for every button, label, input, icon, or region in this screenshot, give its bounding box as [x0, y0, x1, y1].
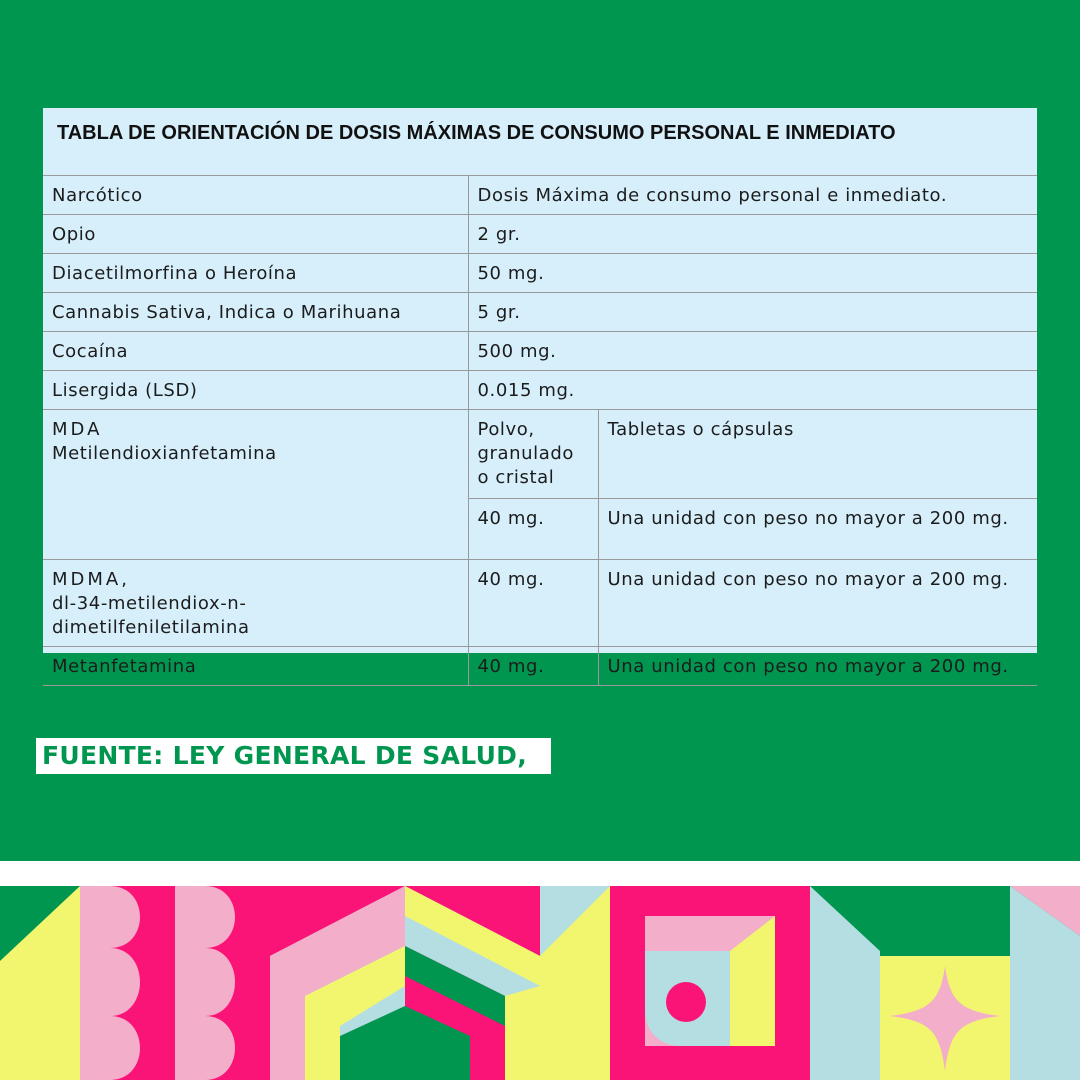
dose-cell-powder: 40 mg. [468, 499, 598, 560]
narcotic-cell: Lisergida (LSD) [43, 371, 468, 410]
dose-cell: 0.015 mg. [468, 371, 1037, 410]
narcotic-cell: Cocaína [43, 332, 468, 371]
table-row-mda [43, 410, 1037, 499]
dose-cell: 2 gr. [468, 215, 1037, 254]
narcotic-cell: Metanfetamina [43, 647, 468, 686]
decorative-geometric-pattern [0, 886, 1080, 1080]
header-dose: Dosis Máxima de consumo personal e inmediato. [468, 176, 1037, 215]
dose-cell: 5 gr. [468, 293, 1037, 332]
table-title: TABLA DE ORIENTACIÓN DE DOSIS MÁXIMAS DE CONSUMO PERSONAL E INMEDIATO [43, 108, 1037, 176]
subheader-tablets: Tabletas o cápsulas [598, 410, 1037, 499]
table-header-row [43, 176, 1037, 215]
dose-cell-powder: 40 mg. [468, 560, 598, 647]
mda-abbrev: MDA [52, 419, 103, 440]
dose-cell: 500 mg. [468, 332, 1037, 371]
dose-table-container [43, 108, 1037, 677]
table-row [43, 215, 1037, 254]
narcotic-cell-mda [43, 410, 468, 560]
header-narcotic: Narcótico [43, 176, 468, 215]
narcotic-cell: Diacetilmorfina o Heroína [43, 254, 468, 293]
dose-cell: 50 mg. [468, 254, 1037, 293]
table-row-metanfetamina [43, 647, 1037, 686]
dose-cell-tablets: Una unidad con peso no mayor a 200 mg. [598, 647, 1037, 686]
mda-fullname: Metilendioxianfetamina [52, 443, 277, 464]
table-row [43, 332, 1037, 371]
narcotic-cell: Opio [43, 215, 468, 254]
table-row [43, 254, 1037, 293]
narcotic-cell-mdma [43, 560, 468, 647]
mdma-abbrev: MDMA, [52, 569, 130, 590]
dose-cell-tablets: Una unidad con peso no mayor a 200 mg. [598, 560, 1037, 647]
table-row [43, 293, 1037, 332]
narcotic-cell: Cannabis Sativa, Indica o Marihuana [43, 293, 468, 332]
subheader-powder: Polvo, granulado o cristal [468, 410, 598, 499]
dose-cell-powder: 40 mg. [468, 647, 598, 686]
table-row [43, 371, 1037, 410]
dose-table [43, 108, 1037, 686]
dose-cell-tablets: Una unidad con peso no mayor a 200 mg. [598, 499, 1037, 560]
mdma-fullname-line2: dimetilfeniletilamina [52, 617, 250, 638]
mdma-fullname-line1: dl-34-metilendiox-n- [52, 593, 247, 614]
source-label: FUENTE: LEY GENERAL DE SALUD, 2010 [36, 738, 551, 774]
divider-band [0, 861, 1080, 886]
table-row-mdma [43, 560, 1037, 647]
